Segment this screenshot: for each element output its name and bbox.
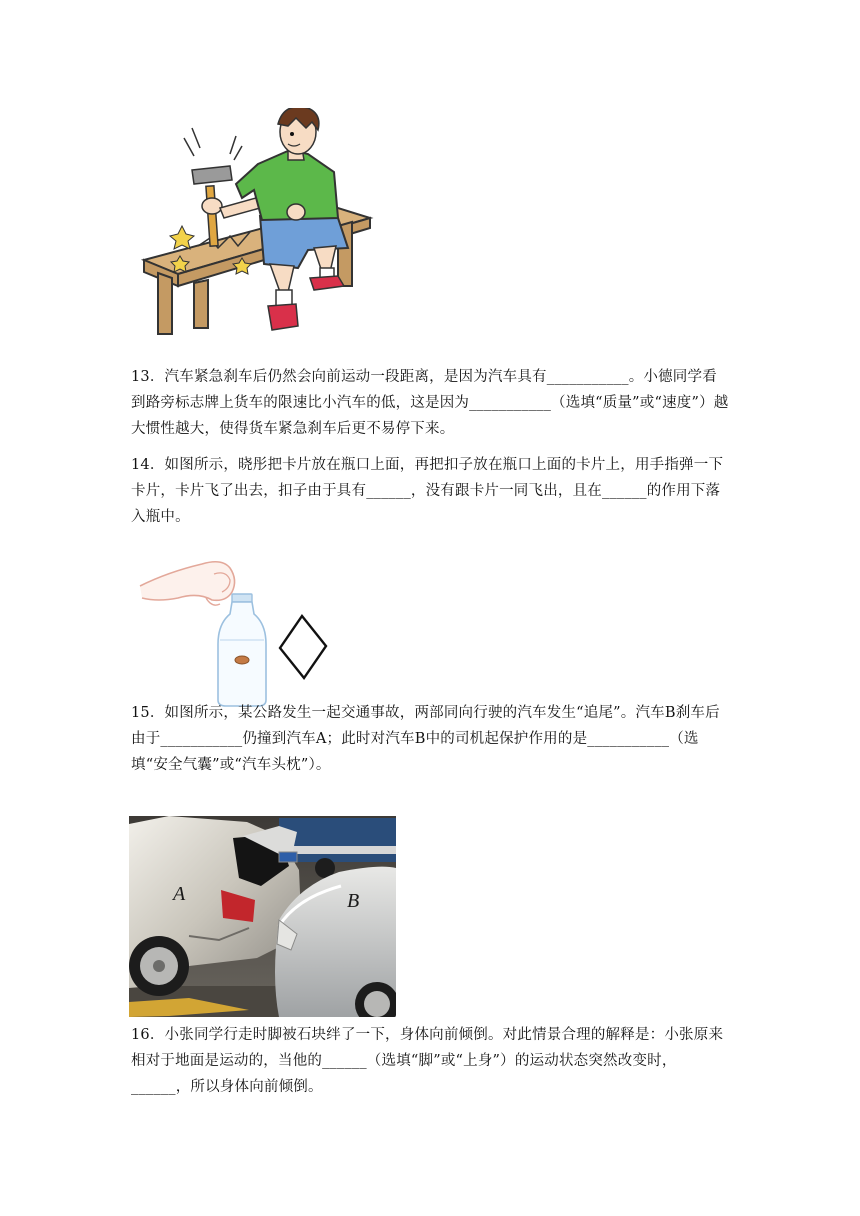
question-15: 15．如图所示，某公路发生一起交通事故，两部同向行驶的汽车发生“追尾”。汽车B刹车后由于___________仍撞到汽车A；此时对汽车B中的司机起保护作用的是___________（选填“安全气囊”或“汽车头枕”）。 [131, 705, 720, 773]
question-13: 13．汽车紧急刹车后仍然会向前运动一段距离，是因为汽车具有___________。小德同学看到路旁标志牌上货车的限速比小汽车的低，这是因为___________（选填“质量”或“速度”）越大惯性越大，使得货车紧急刹车后更不易停下来。 [131, 369, 729, 437]
question-16: 16．小张同学行走时脚被石块绊了一下，身体向前倾倒。对此情景合理的解释是：小张原来相对于地面是运动的，当他的______（选填“脚”或“上身”）的运动状态突然改变时，______，所以身体向前倾倒。 [131, 1027, 724, 1095]
hammer-bench-illustration [138, 108, 374, 336]
question-14: 14．如图所示，晓彤把卡片放在瓶口上面，再把扣子放在瓶口上面的卡片上，用手指弹一下卡片，卡片飞了出去，扣子由于具有______，没有跟卡片一同飞出，且在______的作用下落入瓶中。 [131, 457, 724, 525]
car-b-label: B [347, 890, 360, 912]
bottle-card-illustration [138, 552, 334, 708]
car-collision-photo [129, 816, 396, 1017]
car-a-label: A [173, 883, 186, 905]
